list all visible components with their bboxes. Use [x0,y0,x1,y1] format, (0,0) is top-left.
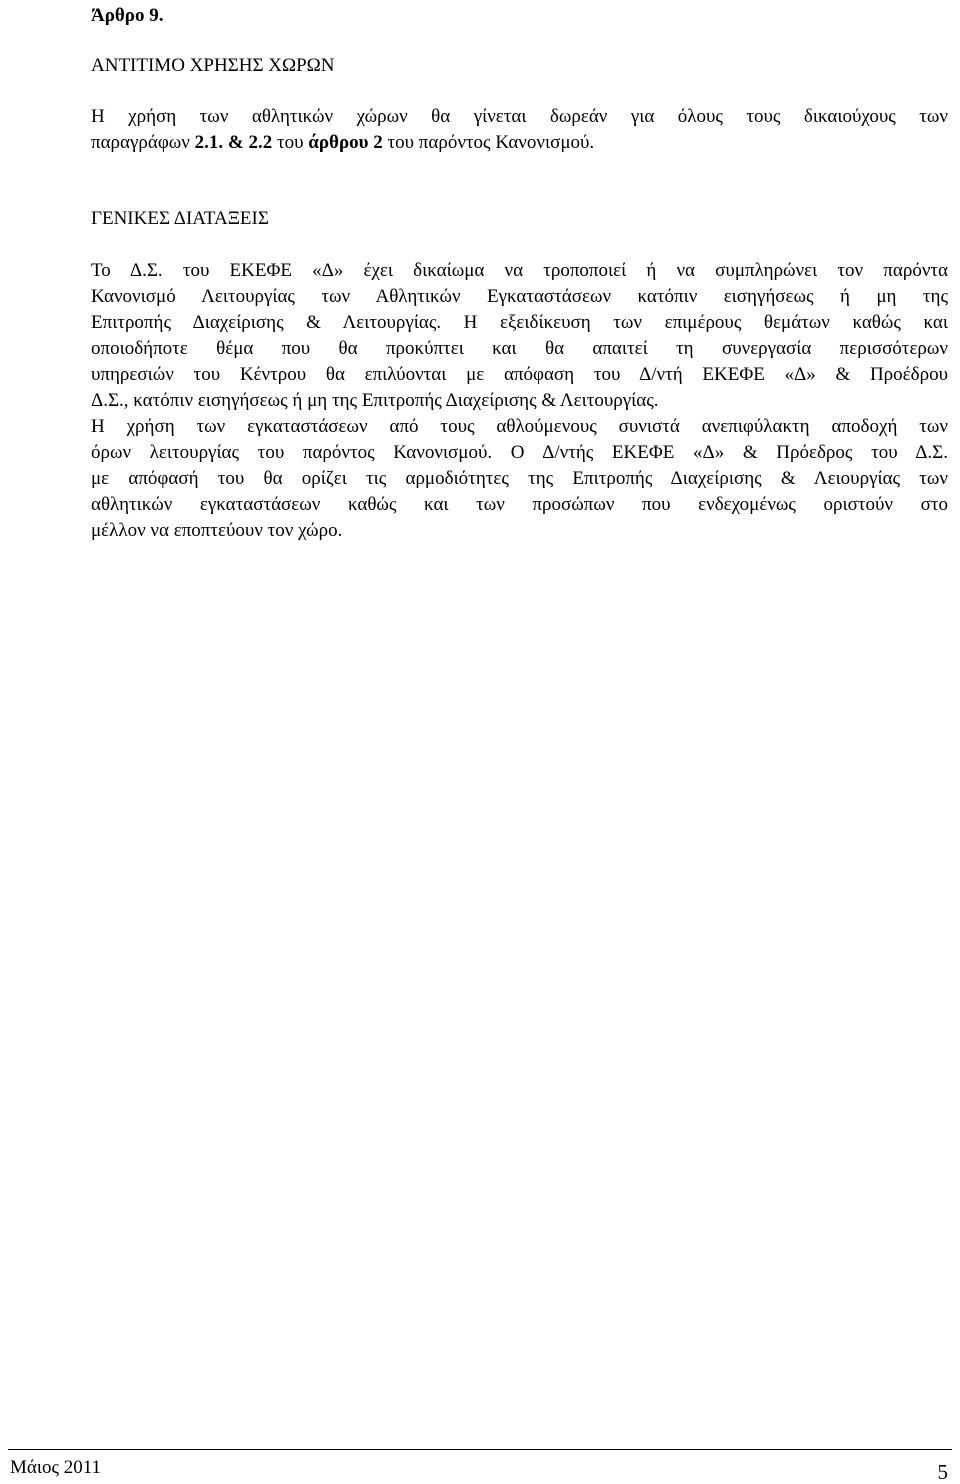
text-line: Το Δ.Σ. του ΕΚΕΦΕ «Δ» έχει δικαίωμα να τροποποιεί ή να συμπληρώνει τον παρόντα [91,260,948,281]
article-heading: Άρθρο 9. [91,5,164,26]
text-line: Επιτροπής Διαχείρισης & Λειτουργίας. Η εξειδίκευση των επιμέρους θεμάτων καθώς και [91,312,948,333]
paragraph-line [91,130,948,156]
text-span: παραγράφων [91,132,195,153]
article-paragraph [91,104,948,156]
text-span: του [272,132,309,153]
text-line: αθλητικών εγκαταστάσεων καθώς και των προσώπων που ενδεχομένως οριστούν στο [91,494,948,515]
text-line: υπηρεσιών του Κέντρου θα επιλύονται με απόφαση του Δ/ντή ΕΚΕΦΕ «Δ» & Προέδρου [91,364,948,385]
text-line: Δ.Σ., κατόπιν εισηγήσεως ή μη της Επιτροπής Διαχείρισης & Λειτουργίας. [91,390,659,411]
text-line: Η χρήση των εγκαταστάσεων από τους αθλούμενους συνιστά ανεπιφύλακτη αποδοχή των [91,416,948,437]
paragraph-reference: 2.1. & 2.2 [194,132,273,153]
text-line: όρων λειτουργίας του παρόντος Κανονισμού. Ο Δ/ντής ΕΚΕΦΕ «Δ» & Πρόεδρος του Δ.Σ. [91,442,948,463]
footer-divider [8,1449,952,1450]
text-line: με απόφασή του θα ορίζει τις αρμοδιότητες της Επιτροπής Διαχείρισης & Λειουργίας των [91,468,948,489]
section-title: ΓΕΝΙΚΕΣ ΔΙΑΤΑΞΕΙΣ [91,208,269,229]
footer-date: Μάιος 2011 [10,1457,102,1478]
paragraph-line: Η χρήση των αθλητικών χώρων θα γίνεται δωρεάν για όλους τους δικαιούχους των [91,106,948,127]
text-line: οποιοδήποτε θέμα που θα προκύπτει και θα απαιτεί τη συνεργασία περισσότερων [91,338,948,359]
text-span: του παρόντος Κανονισμού. [382,132,595,153]
text-line: Κανονισμό Λειτουργίας των Αθλητικών Εγκαταστάσεων κατόπιν εισηγήσεως ή μη της [91,286,948,307]
page-number: 5 [937,1460,948,1484]
article-title: ΑΝΤΙΤΙΜΟ ΧΡΗΣΗΣ ΧΩΡΩΝ [91,55,335,76]
article-reference: άρθρου 2 [308,132,383,153]
text-line: μέλλον να εποπτεύουν τον χώρο. [91,520,343,541]
general-provisions-text [91,258,948,544]
